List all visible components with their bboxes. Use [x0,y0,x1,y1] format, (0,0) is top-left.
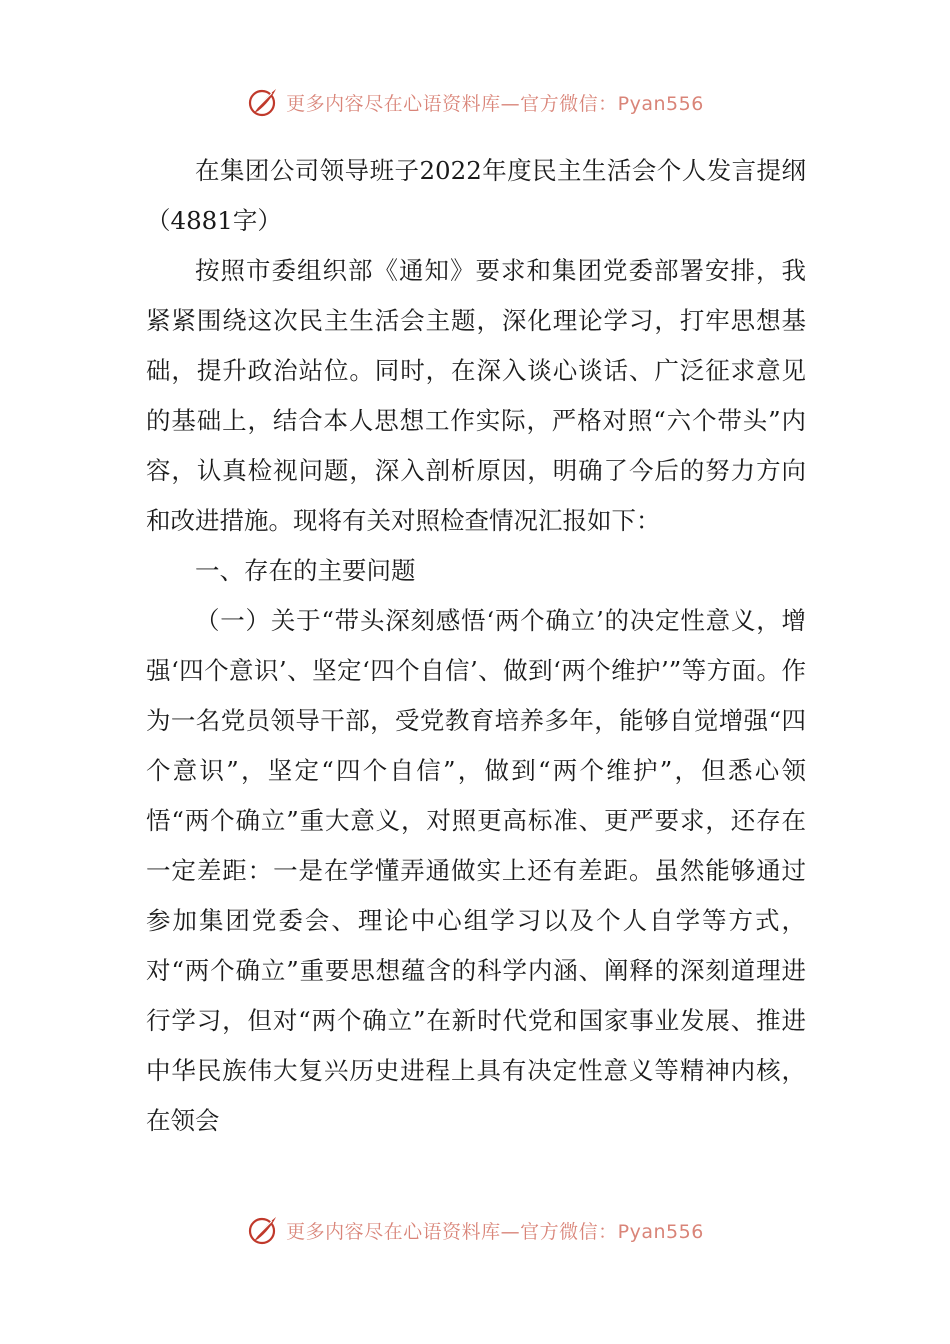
watermark-text: 更多内容尽在心语资料库—官方微信：Pyan556 [286,1220,704,1243]
section-heading: 一、存在的主要问题 [195,556,416,585]
feather-pen-circle-icon [246,85,280,119]
watermark-text: 更多内容尽在心语资料库—官方微信：Pyan556 [286,92,704,115]
document-body [146,146,806,1146]
watermark-footer [0,1208,950,1252]
paragraph-intro: 按照市委组织部《通知》要求和集团党委部署安排，我紧紧围绕这次民主生活会主题，深化理论学习，打牢思想基础，提升政治站位。同时，在深入谈心谈话、广泛征求意见的基础上，结合本人思想工作实际，严格对照“六个带头”内容，认真检视问题，深入剖析原因，明确了今后的努力方向和改进措施。现将有关对照检查情况汇报如下： [146,256,806,535]
paragraph-section-1: （一）关于“带头深刻感悟‘两个确立’的决定性意义，增强‘四个意识’、坚定‘四个自信’、做到‘两个维护’”等方面。作为一名党员领导干部，受党教育培养多年，能够自觉增强“四个意识”，坚定“四个自信”，做到“两个维护”，但悉心领悟“两个确立”重大意义，对照更高标准、更严要求，还存在一定差距：一是在学懂弄通做实上还有差距。虽然能够通过参加集团党委会、理论中心组学习以及个人自学等方式，对“两个确立”重要思想蕴含的科学内涵、阐释的深刻道理进行学习，但对“两个确立”在新时代党和国家事业发展、推进中华民族伟大复兴历史进程上具有决定性意义等精神内核，在领会 [146,606,806,1135]
feather-pen-circle-icon [246,1213,280,1247]
watermark-header [0,80,950,124]
document-title: 在集团公司领导班子2022年度民主生活会个人发言提纲（4881字） [146,156,806,235]
